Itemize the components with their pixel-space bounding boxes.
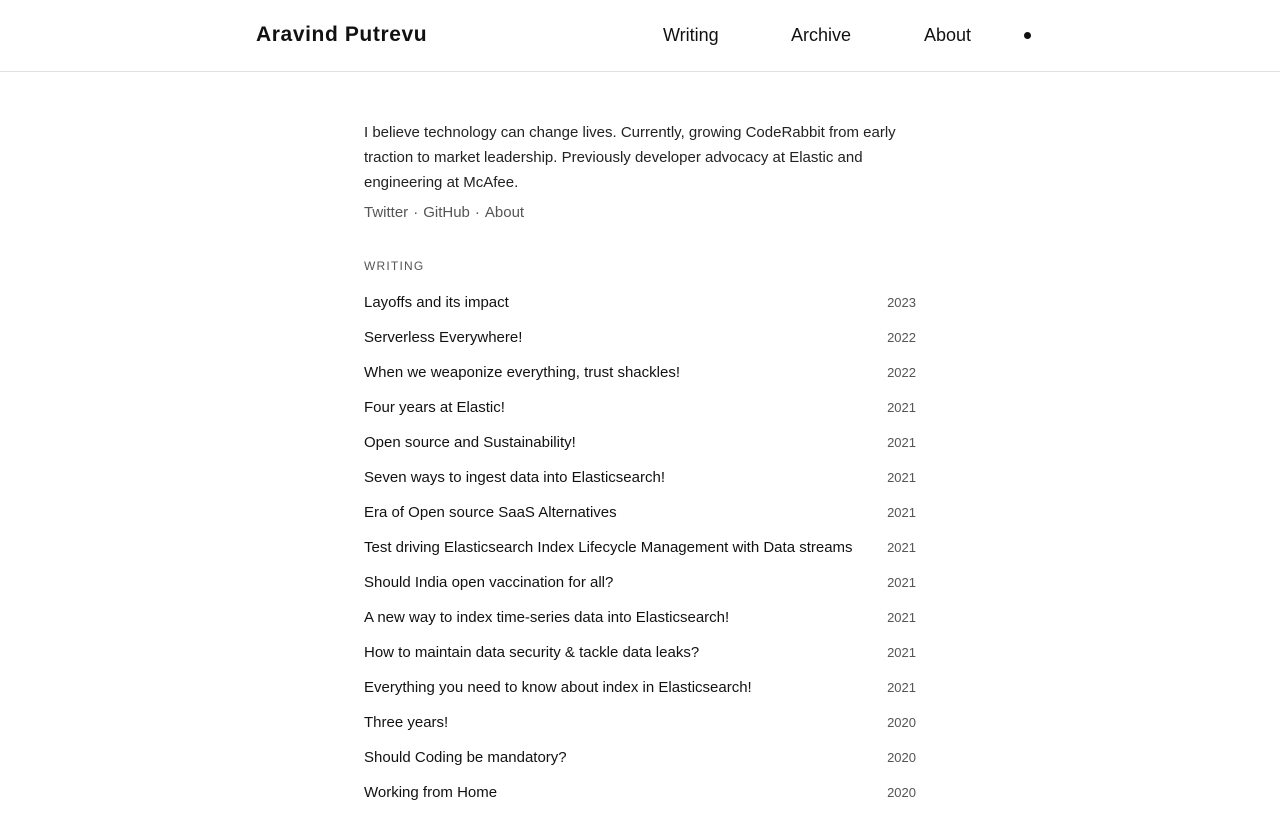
twitter-link[interactable]: Twitter <box>364 204 409 221</box>
nav-about[interactable]: About <box>924 25 972 45</box>
post-year: 2021 <box>887 435 916 450</box>
post-title-link[interactable]: A new way to index time-series data into Elasticsearch! <box>364 609 730 626</box>
post-item <box>364 501 916 536</box>
post-title-link[interactable]: Serverless Everywhere! <box>364 329 523 346</box>
post-title-link[interactable]: Test driving Elasticsearch Index Lifecycle Management with Data streams <box>364 539 853 556</box>
post-title-link[interactable]: Should Coding be mandatory? <box>364 749 567 766</box>
theme-toggle-dot-icon[interactable] <box>1024 32 1031 39</box>
main-content <box>364 120 916 816</box>
post-title-link[interactable]: Era of Open source SaaS Alternatives <box>364 504 617 521</box>
post-year: 2021 <box>887 470 916 485</box>
nav-archive[interactable]: Archive <box>791 25 852 45</box>
post-year: 2021 <box>887 575 916 590</box>
post-year: 2021 <box>887 610 916 625</box>
post-item <box>364 781 916 816</box>
post-year: 2020 <box>887 785 916 800</box>
post-item <box>364 571 916 606</box>
post-item <box>364 291 916 326</box>
post-item <box>364 326 916 361</box>
site-header <box>0 0 1280 72</box>
post-list <box>364 291 916 816</box>
post-year: 2023 <box>887 295 916 310</box>
writing-section-label: WRITING <box>364 259 425 273</box>
post-item <box>364 606 916 641</box>
post-title-link[interactable]: When we weaponize everything, trust shackles! <box>364 364 680 381</box>
github-link[interactable]: GitHub <box>423 204 470 221</box>
post-title-link[interactable]: Seven ways to ingest data into Elasticsearch! <box>364 469 665 486</box>
about-link[interactable]: About <box>484 204 525 221</box>
post-item <box>364 711 916 746</box>
post-item <box>364 466 916 501</box>
post-year: 2022 <box>887 330 916 345</box>
post-title-link[interactable]: Working from Home <box>364 784 498 801</box>
post-year: 2021 <box>887 505 916 520</box>
post-item <box>364 536 916 571</box>
post-item <box>364 431 916 466</box>
post-item <box>364 396 916 431</box>
intro-text: I believe technology can change lives. Currently, growing CodeRabbit from early traction to market leadership. Previously developer advocacy at Elastic and engineering at McAfee. <box>364 124 896 191</box>
nav-writing[interactable]: Writing <box>663 25 719 45</box>
post-year: 2020 <box>887 715 916 730</box>
post-title-link[interactable]: Three years! <box>364 714 449 731</box>
post-item <box>364 641 916 676</box>
post-item <box>364 361 916 396</box>
post-year: 2021 <box>887 540 916 555</box>
post-year: 2021 <box>887 400 916 415</box>
post-year: 2022 <box>887 365 916 380</box>
post-title-link[interactable]: Should India open vaccination for all? <box>364 574 614 591</box>
link-separator: · <box>474 204 480 221</box>
post-title-link[interactable]: Everything you need to know about index in Elasticsearch! <box>364 679 752 696</box>
social-links <box>364 203 916 223</box>
post-title-link[interactable]: Open source and Sustainability! <box>364 434 576 451</box>
post-title-link[interactable]: Four years at Elastic! <box>364 399 505 416</box>
post-item <box>364 676 916 711</box>
post-title-link[interactable]: How to maintain data security & tackle data leaks? <box>364 644 700 661</box>
post-year: 2021 <box>887 680 916 695</box>
post-item <box>364 746 916 781</box>
link-separator: · <box>413 204 419 221</box>
post-title-link[interactable]: Layoffs and its impact <box>364 294 509 311</box>
post-year: 2021 <box>887 645 916 660</box>
post-year: 2020 <box>887 750 916 765</box>
site-title-link[interactable]: Aravind Putrevu <box>256 23 428 46</box>
